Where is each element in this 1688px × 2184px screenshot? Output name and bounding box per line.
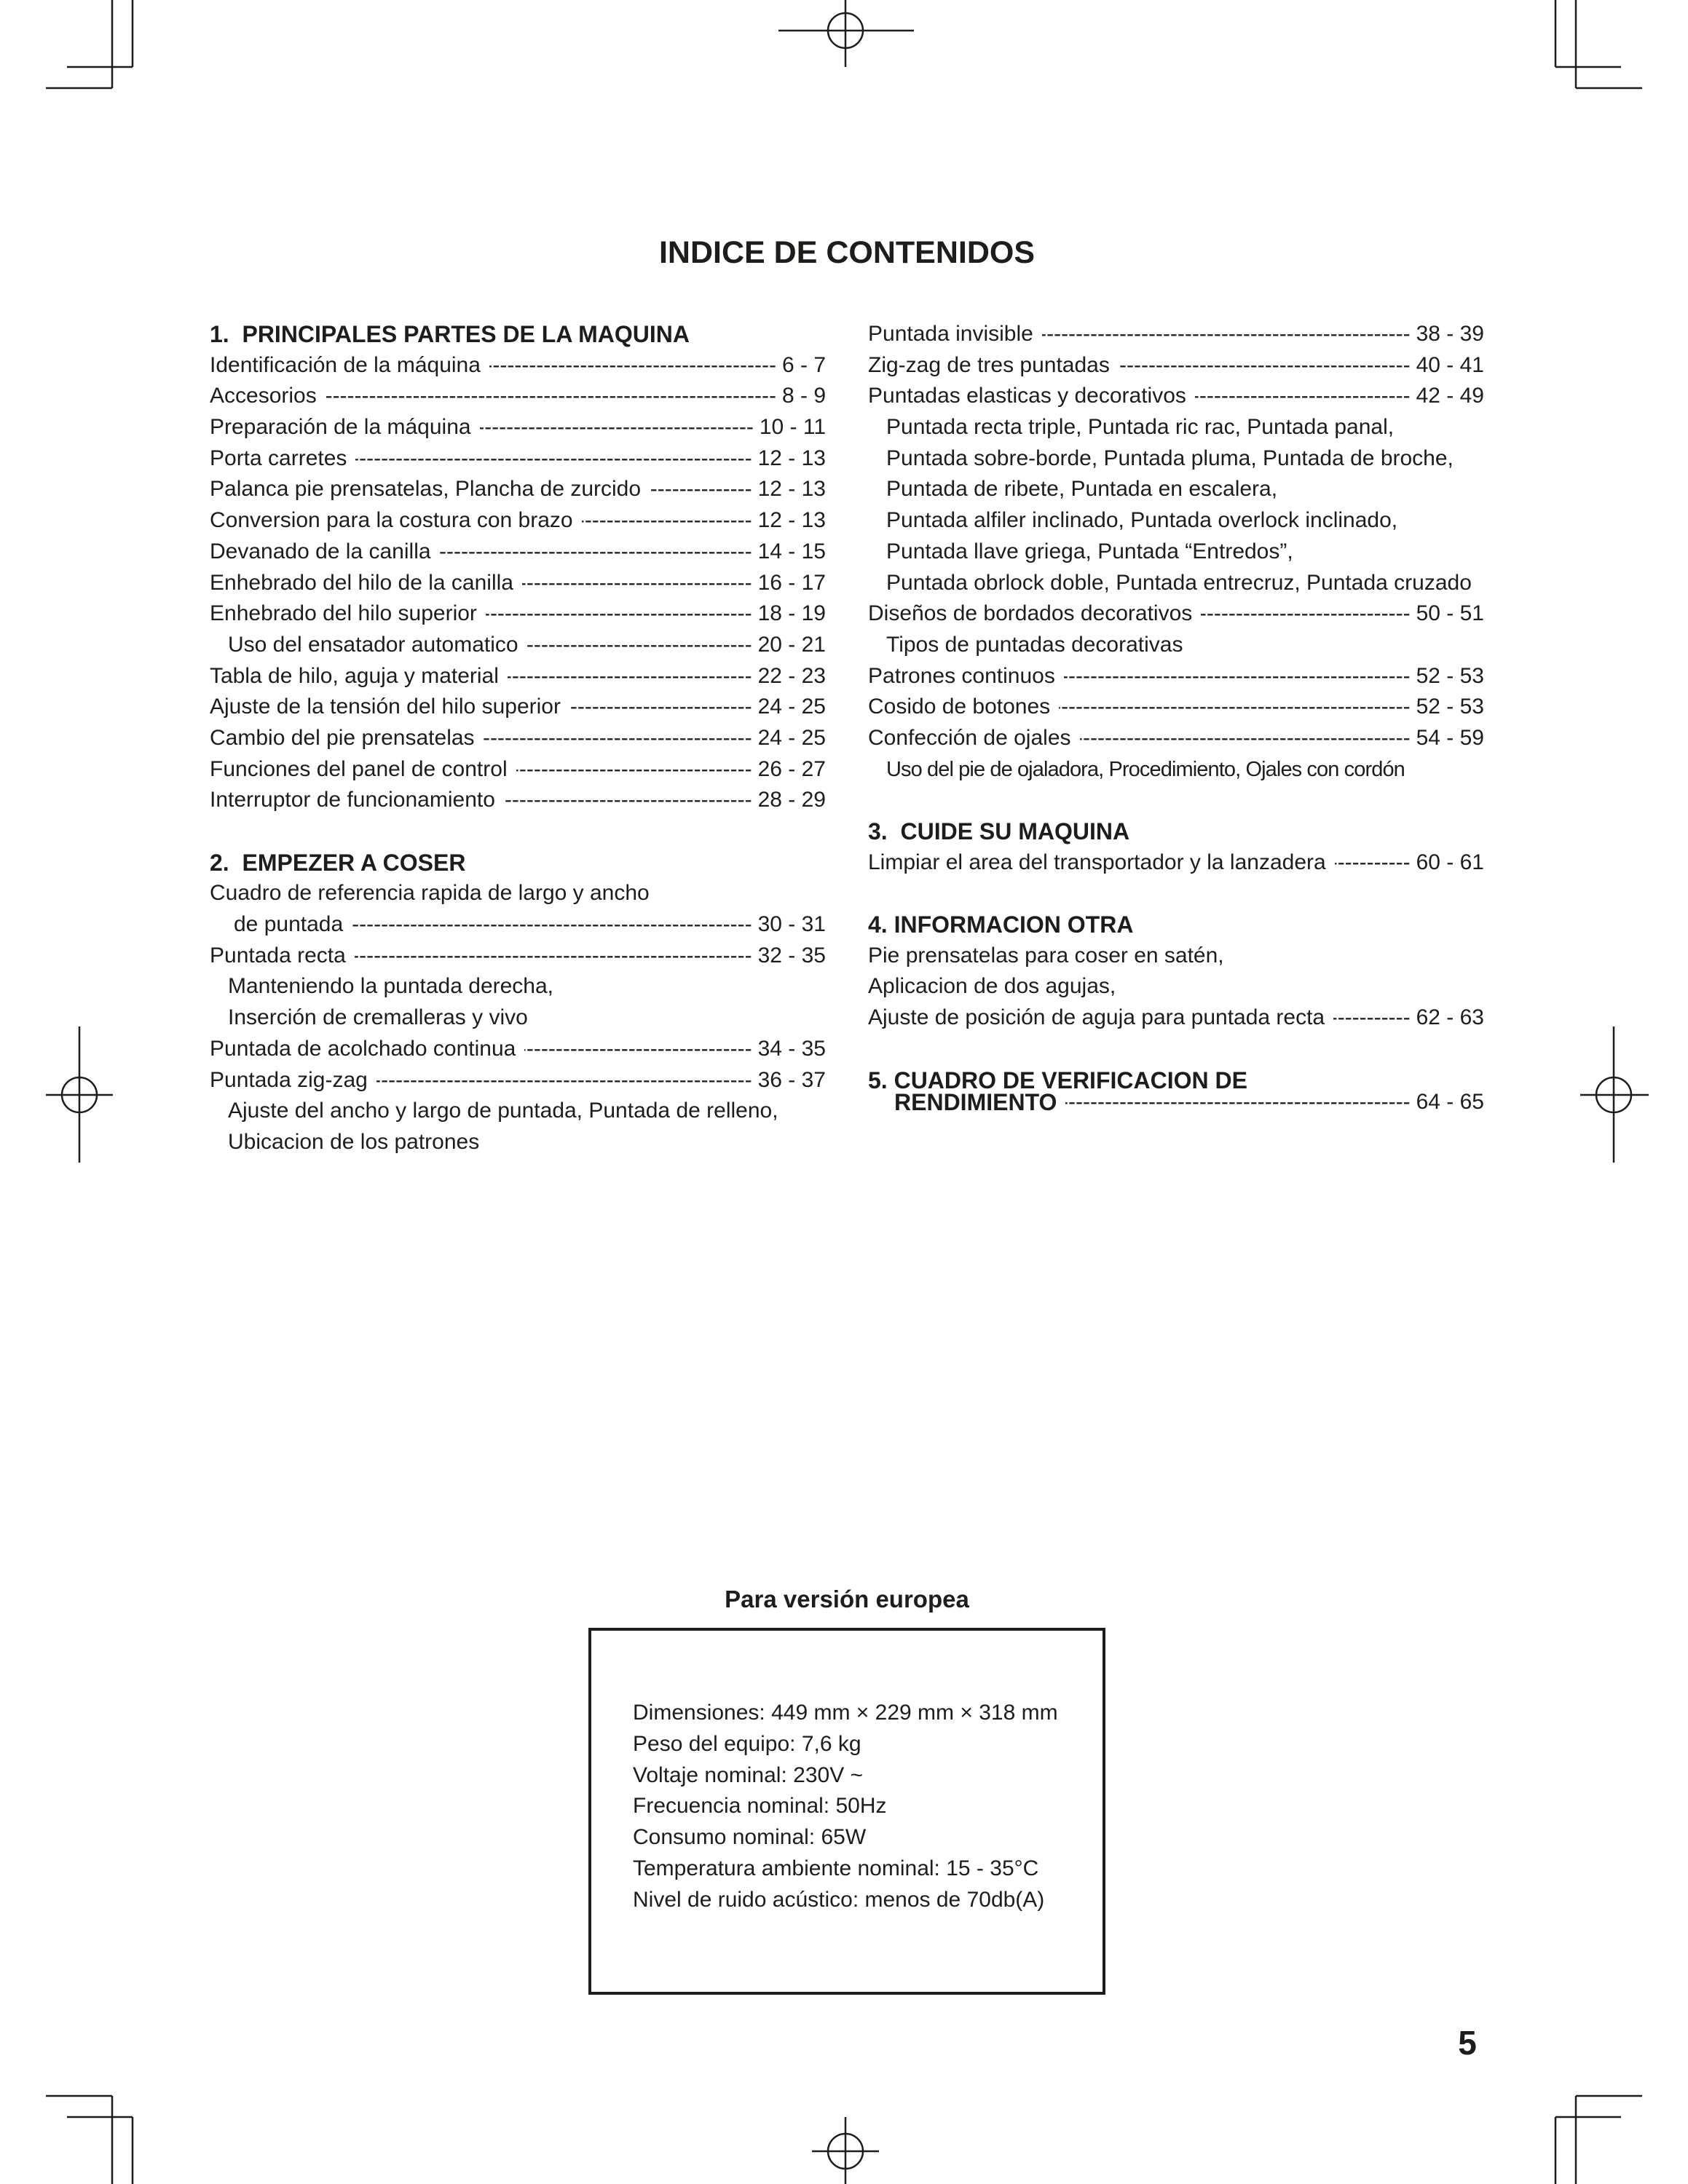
dot-leader: [522, 568, 752, 599]
toc-entry-title: Cuadro de referencia rapida de largo y ancho: [210, 881, 650, 906]
section-heading: [868, 816, 1484, 847]
toc-entry-title: Aplicacion de dos agujas,: [868, 974, 1116, 999]
section-heading-text: 3. CUIDE SU MAQUINA: [868, 818, 1130, 844]
page-range: 32 - 35: [757, 943, 826, 968]
toc-entry: [868, 847, 1484, 879]
toc-entry: [210, 692, 826, 723]
toc-entry: [868, 661, 1484, 692]
dot-leader: [508, 661, 752, 692]
toc-entry: [210, 568, 826, 599]
page-range: 10 - 11: [759, 415, 826, 440]
dot-leader: [484, 723, 752, 754]
dot-leader: [326, 381, 776, 412]
toc-subentry: [868, 443, 1484, 475]
toc-entry: [210, 474, 826, 505]
blank-line: [868, 1034, 1484, 1065]
toc-entry: [210, 412, 826, 443]
page-range: 16 - 17: [757, 570, 826, 595]
crop-mark-bottom-left: [46, 2096, 133, 2184]
page-range: 38 - 39: [1416, 322, 1484, 346]
toc-entry: [210, 537, 826, 568]
toc-subentry: [868, 412, 1484, 443]
dot-leader: [1080, 723, 1411, 754]
registration-mark-right: [1580, 1026, 1649, 1163]
toc-entry-title: Enhebrado del hilo superior: [210, 601, 477, 626]
toc-entry: [868, 692, 1484, 723]
section-heading: [210, 847, 826, 879]
toc-entry-title: Ubicacion de los patrones: [228, 1129, 480, 1154]
toc-entry: [210, 909, 826, 941]
toc-entry-title: Preparación de la máquina: [210, 415, 471, 440]
page-range: 52 - 53: [1416, 663, 1484, 688]
toc-entry-title: Puntada obrlock doble, Puntada entrecruz, Puntada cruzado: [886, 570, 1472, 595]
toc-entry: [210, 630, 826, 661]
spec-list: [633, 1698, 1058, 1916]
toc-entry: [210, 381, 826, 412]
page-range: 8 - 9: [781, 384, 826, 408]
page-range: 54 - 59: [1416, 725, 1484, 750]
toc-entry-title: Funciones del panel de control: [210, 756, 508, 781]
page-range: 26 - 27: [757, 756, 826, 781]
toc-entry-title: Palanca pie prensatelas, Plancha de zurcido: [210, 477, 642, 502]
dot-leader: [1333, 1002, 1410, 1034]
spec-line: Peso del equipo: 7,6 kg: [633, 1731, 861, 1756]
toc-entry: [210, 1065, 826, 1096]
dot-leader: [524, 1034, 752, 1065]
toc-entry-title: Ajuste de posición de aguja para puntada recta: [868, 1005, 1325, 1030]
toc-entry-title: Uso del ensatador automatico: [228, 632, 518, 657]
toc-subentry: [868, 630, 1484, 661]
spec-line: Voltaje nominal: 230V ~: [633, 1762, 864, 1787]
page-range: 18 - 19: [757, 601, 826, 626]
toc-entry-title: Puntada llave griega, Puntada “Entredos”,: [886, 539, 1293, 563]
dot-leader: [1195, 381, 1411, 412]
spec-line: Nivel de ruido acústico: menos de 70db(A): [633, 1887, 1045, 1912]
blank-line: [868, 785, 1484, 816]
dot-leader: [352, 909, 752, 941]
toc-entry: [868, 598, 1484, 630]
toc-entry: [210, 598, 826, 630]
toc-subentry: [868, 474, 1484, 505]
toc-subentry: [210, 1096, 826, 1127]
toc-entry-title: Puntada de ribete, Puntada en escalera,: [886, 477, 1278, 502]
toc-entry-title: Puntada sobre-borde, Puntada pluma, Puntada de broche,: [886, 446, 1454, 470]
toc-entry-title: Puntada recta triple, Puntada ric rac, Puntada panal,: [886, 415, 1395, 440]
spec-line: Frecuencia nominal: 50Hz: [633, 1794, 887, 1819]
toc-entry-title: Devanado de la canilla: [210, 539, 431, 563]
toc-entry-title: Pie prensatelas para coser en satén,: [868, 943, 1224, 968]
toc-entry-title: Puntada recta: [210, 943, 346, 968]
toc-entry: [868, 350, 1484, 381]
crop-mark-top-left: [46, 0, 133, 88]
page-number: 5: [1458, 2024, 1477, 2062]
toc-subentry: [868, 754, 1484, 786]
toc-entry: [210, 1034, 826, 1065]
toc-subentry: [868, 971, 1484, 1002]
toc-subentry: [210, 1002, 826, 1034]
page-range: 30 - 31: [757, 912, 826, 937]
page-range: 12 - 13: [757, 446, 826, 470]
page-range: 12 - 13: [757, 508, 826, 533]
toc-entry-title: Puntadas elasticas y decorativos: [868, 384, 1186, 408]
section-heading-text: 1. PRINCIPALES PARTES DE LA MAQUINA: [210, 321, 690, 347]
page-range: 22 - 23: [757, 663, 826, 688]
toc-subentry: [868, 505, 1484, 537]
toc-entry: [868, 319, 1484, 350]
toc-entry: [210, 661, 826, 692]
toc-subentry: [210, 878, 826, 909]
toc-entry-title: Manteniendo la puntada derecha,: [228, 974, 554, 999]
toc-entry-title: Cambio del pie prensatelas: [210, 725, 475, 750]
dot-leader: [1065, 1087, 1410, 1118]
toc-entry: [210, 505, 826, 537]
toc-right-column: [868, 319, 1484, 1118]
page-range: 12 - 13: [757, 477, 826, 502]
page-range: 62 - 63: [1416, 1005, 1484, 1030]
page-range: 6 - 7: [781, 352, 826, 377]
toc-entry-title: Cosido de botones: [868, 695, 1051, 719]
page-range: 60 - 61: [1416, 850, 1484, 874]
toc-subentry: [868, 941, 1484, 972]
toc-entry-title: Interruptor de funcionamiento: [210, 788, 495, 812]
spec-box: [588, 1628, 1105, 1995]
registration-mark-left: [46, 1026, 113, 1163]
toc-subentry: [868, 537, 1484, 568]
toc-entry-title: de puntada: [234, 912, 344, 937]
toc-entry-title: Zig-zag de tres puntadas: [868, 352, 1110, 377]
toc-entry: [210, 785, 826, 816]
toc-entry-title: Limpiar el area del transportador y la lanzadera: [868, 850, 1326, 874]
page-title: INDICE DE CONTENIDOS: [658, 235, 1036, 270]
section-heading: [868, 1087, 1484, 1118]
page-range: 24 - 25: [757, 725, 826, 750]
spec-line: Consumo nominal: 65W: [633, 1825, 867, 1850]
dot-leader: [1059, 692, 1410, 723]
toc-left-column: [210, 319, 826, 1158]
section-heading-text: 5. CUADRO DE VERIFICACION DE: [868, 1067, 1247, 1093]
toc-entry-title: Confección de ojales: [868, 725, 1071, 750]
toc-entry-title: Ajuste de la tensión del hilo superior: [210, 695, 561, 719]
page-range: 42 - 49: [1416, 384, 1484, 408]
toc-entry-title: Uso del pie de ojaladora, Procedimiento, Ojales con cordón: [886, 757, 1405, 781]
toc-entry: [868, 1002, 1484, 1034]
dot-leader: [489, 350, 776, 381]
toc-subentry: [210, 971, 826, 1002]
blank-line: [210, 816, 826, 847]
section-heading: [210, 319, 826, 350]
section-heading-text: 2. EMPEZER A COSER: [210, 849, 466, 876]
dot-leader: [1201, 598, 1410, 630]
toc-entry: [210, 723, 826, 754]
dot-leader: [440, 537, 752, 568]
toc-entry-title: Puntada alfiler inclinado, Puntada overlock inclinado,: [886, 508, 1398, 533]
dot-leader: [1119, 350, 1411, 381]
toc-subentry: [868, 568, 1484, 599]
section-heading: [868, 909, 1484, 941]
spec-line: Temperatura ambiente nominal: 15 - 35°C: [633, 1856, 1039, 1880]
dot-leader: [582, 505, 752, 537]
toc-subentry: [210, 1127, 826, 1158]
dot-leader: [1064, 661, 1411, 692]
page-range: 34 - 35: [757, 1036, 826, 1061]
toc-entry-title: Patrones continuos: [868, 663, 1055, 688]
dot-leader: [516, 754, 752, 786]
section-heading-text: 4. INFORMACION OTRA: [868, 911, 1134, 938]
blank-line: [868, 878, 1484, 909]
dot-leader: [1042, 319, 1411, 350]
crop-mark-bottom-right: [1555, 2096, 1642, 2184]
page-range: 36 - 37: [757, 1067, 826, 1092]
registration-mark-top: [778, 0, 914, 67]
toc-entry-title: Ajuste del ancho y largo de puntada, Puntada de relleno,: [228, 1099, 778, 1123]
page-range: 64 - 65: [1416, 1090, 1484, 1115]
page-range: 28 - 29: [757, 788, 826, 812]
dot-leader: [569, 692, 752, 723]
page-range: 40 - 41: [1416, 352, 1484, 377]
toc-entry-title: Enhebrado del hilo de la canilla: [210, 570, 513, 595]
dot-leader: [376, 1065, 752, 1096]
dot-leader: [1335, 847, 1411, 879]
toc-entry: [210, 350, 826, 381]
toc-entry: [210, 941, 826, 972]
toc-entry-title: Tabla de hilo, aguja y material: [210, 663, 499, 688]
toc-entry: [868, 723, 1484, 754]
toc-entry-title: Puntada invisible: [868, 322, 1033, 346]
page-range: 24 - 25: [757, 695, 826, 719]
crop-mark-top-right: [1555, 0, 1642, 88]
section-heading-text: RENDIMIENTO: [894, 1089, 1057, 1116]
page-range: 14 - 15: [757, 539, 826, 563]
toc-entry-title: Puntada de acolchado continua: [210, 1036, 516, 1061]
dot-leader: [527, 630, 752, 661]
registration-mark-bottom: [812, 2117, 879, 2184]
page-range: 52 - 53: [1416, 695, 1484, 719]
toc-entry: [210, 754, 826, 786]
dot-leader: [504, 785, 752, 816]
spec-line: Dimensiones: 449 mm × 229 mm × 318 mm: [633, 1701, 1058, 1725]
toc-entry-title: Diseños de bordados decorativos: [868, 601, 1193, 626]
spec-box-title: Para versión europea: [725, 1586, 969, 1613]
dot-leader: [355, 443, 752, 475]
toc-entry-title: Puntada zig-zag: [210, 1067, 368, 1092]
toc-entry-title: Inserción de cremalleras y vivo: [228, 1005, 528, 1030]
toc-entry-title: Tipos de puntadas decorativas: [886, 632, 1183, 657]
dot-leader: [650, 474, 752, 505]
toc-entry: [210, 443, 826, 475]
toc-entry-title: Accesorios: [210, 384, 317, 408]
dot-leader: [355, 941, 752, 972]
toc-entry-title: Conversion para la costura con brazo: [210, 508, 573, 533]
page-range: 20 - 21: [757, 632, 826, 657]
toc-entry-title: Identificación de la máquina: [210, 352, 481, 377]
toc-entry-title: Porta carretes: [210, 446, 347, 470]
toc-entry: [868, 381, 1484, 412]
dot-leader: [486, 598, 752, 630]
page-range: 50 - 51: [1416, 601, 1484, 626]
dot-leader: [480, 412, 754, 443]
